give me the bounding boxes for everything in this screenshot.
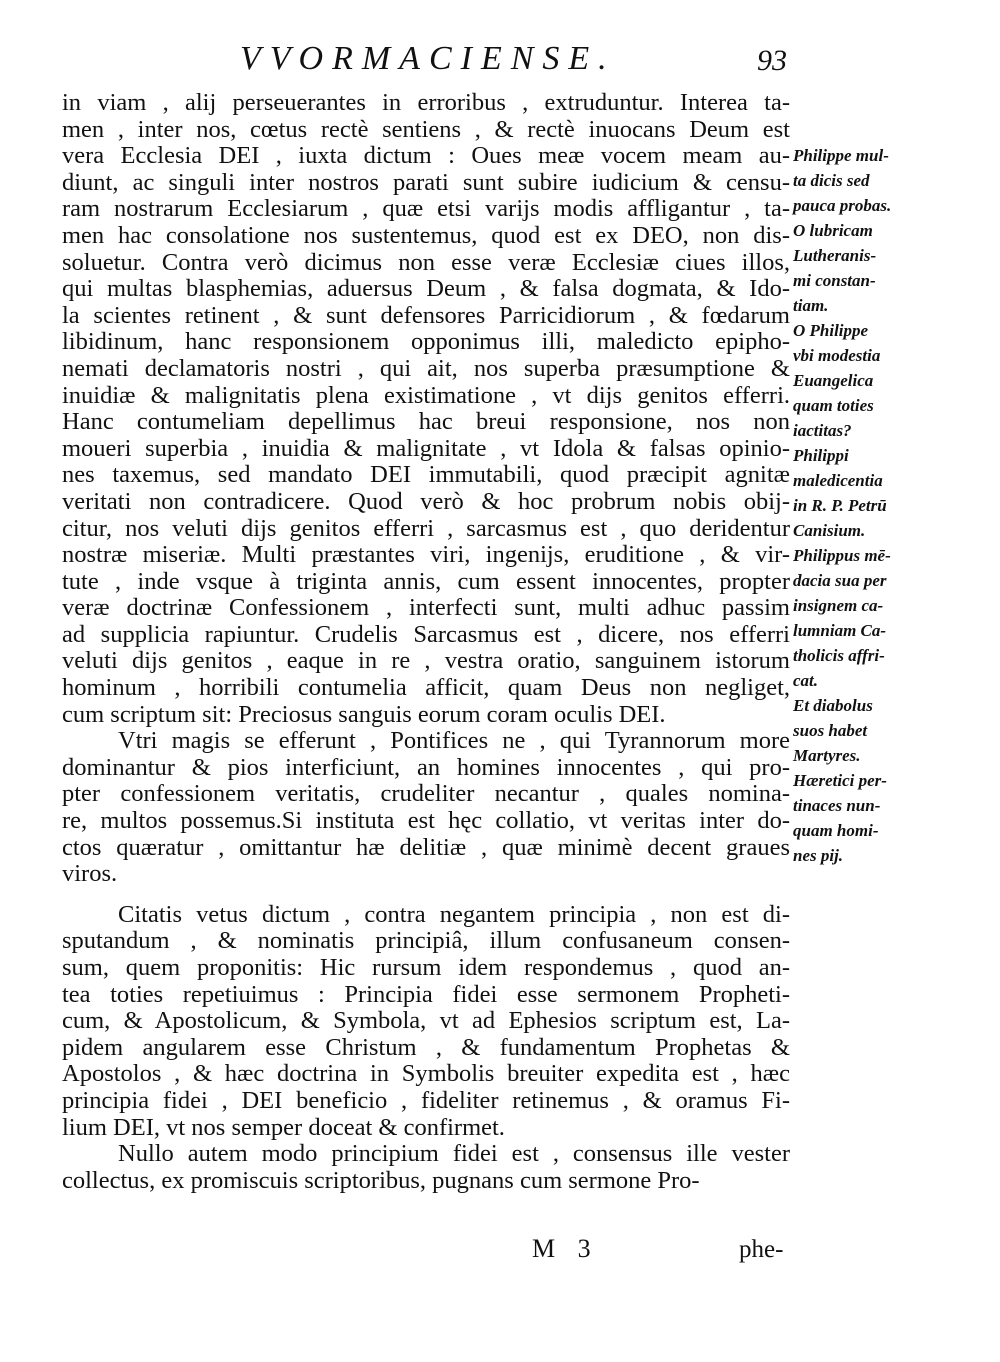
text-line: soluetur. Contra verò dicimus non esse veræ Ecclesiæ ciues illos, [62,249,790,276]
text-line: Nullo autem modo principium fidei est , consensus ille vester [118,1141,790,1168]
margin-note-line: iactitas? [793,421,852,440]
text-line: ad supplicia rapiuntur. Crudelis Sarcasmus est , dicere, nos efferri [62,621,790,648]
text-line: pidem angularem esse Christum , & fundamentum Prophetas & [62,1034,790,1061]
text-line: veræ doctrinæ Confessionem , interfecti sunt, multi adhuc passim [62,595,790,622]
margin-note-line: O lubricam [793,221,873,240]
text-line: inuidiæ & malignitatis plena existimatione , vt dijs genitos efferri. [62,382,790,409]
margin-note-line: Canisium. [793,521,866,540]
margin-note-line: insignem ca- [793,596,884,615]
margin-note [793,768,943,868]
text-line: nostræ miseriæ. Multi præstantes viri, ingenijs, eruditione , & vir- [62,542,790,569]
margin-note [793,443,943,543]
margin-note-line: maledicentia [793,471,883,490]
margin-note [793,693,943,768]
text-line: la scientes retinent , & sunt defensores Parricidiorum , & fœdarum [62,302,790,329]
text-line: moueri superbia , inuidia & malignitate , vt Idola & falsas opinio- [62,435,790,462]
running-title: VVORMACIENSE. [240,40,616,77]
signature-mark: M 3 [532,1234,599,1263]
margin-note [793,543,943,693]
text-line: pter confessionem veritatis, crudeliter necantur , quales nomina- [62,781,790,808]
text-line: ctos quæratur , omittantur hæ delitiæ , quæ minimè decent graues [62,834,790,861]
margin-note-line: O Philippe [793,321,869,340]
text-line: men hac consolatione nos sustentemus, quod est ex DEO, non dis- [62,222,790,249]
margin-note-line: Euangelica [793,371,874,390]
margin-note-line: nes pij. [793,846,844,865]
margin-note-line: Philippus mē- [793,546,891,565]
text-line: vera Ecclesia DEI , iuxta dictum : Oues meæ vocem meam au- [62,143,790,170]
margin-note-line: Philippi [793,446,849,465]
text-line: Citatis vetus dictum , contra negantem principia , non est di- [118,901,790,928]
text-line: dominantur & pios interficiunt, an homines innocentes , qui pro- [62,754,790,781]
text-line: Vtri magis se efferunt , Pontifices ne , qui Tyrannorum more [118,728,790,755]
text-line: citur, nos veluti dijs genitos efferri , sarcasmus est , quo deridentur [62,515,790,542]
margin-note-line: tiam. [793,296,829,315]
text-line: veluti dijs genitos , eaque in re , vestra oratio, sanguinem istorum [62,648,790,675]
text-line: libidinum, hanc responsionem opponimus illi, maledicto epipho- [62,329,790,356]
margin-note-line: cat. [793,671,819,690]
text-line: tute , inde vsque à triginta annis, cum essent innocentes, propter [62,568,790,595]
text-line: re, multos possemus.Si instituta est hęc collatio, vt veritas inter do- [62,808,790,835]
text-line: men , inter nos, cœtus rectè sentiens , & rectè inuocans Deum est [62,116,790,143]
margin-note-line: ta dicis sed [793,171,870,190]
text-line: principia fidei , DEI beneficio , fideliter retinemus , & oramus Fi- [62,1087,790,1114]
text-line: viros. [62,861,118,888]
main-text-block [62,90,790,1194]
text-line: qui multas blasphemias, aduersus Deum , & falsa dogmata, & Ido- [62,276,790,303]
text-line: ram nostrarum Ecclesiarum , quæ etsi varijs modis affligantur , ta- [62,196,790,223]
text-line: cum, & Apostolicum, & Symbola, vt ad Ephesios scriptum est, La- [62,1008,790,1035]
margin-note-line: quam homi- [793,821,879,840]
catchword: phe- [739,1236,784,1263]
text-line: Apostolos , & hæc doctrina in Symbolis breuiter expedita est , hæc [62,1061,790,1088]
text-line: Hanc contumeliam depellimus hac breui responsione, nos non [62,409,790,436]
text-line: nemati declamatoris nostri , qui ait, nos superba præsumptione & [62,355,790,382]
text-line: in viam , alij perseuerantes in erroribus , extruduntur. Interea ta- [62,90,790,116]
text-line: sputandum , & nominatis principiâ, illum confusaneum consen- [62,928,790,955]
text-line: hominum , horribili contumelia afficit, quam Deus non negliget, [62,675,790,702]
text-line: lium DEI, vt nos semper doceat & confirmet. [62,1114,505,1141]
margin-note [793,218,943,318]
margin-note-line: vbi modestia [793,346,881,365]
text-line: diunt, ac singuli inter nostros parati sunt subire iudicium & censu- [62,169,790,196]
margin-note-line: Lutheranis- [793,246,877,265]
margin-note-line: Hæretici per- [793,771,887,790]
margin-note-line: suos habet [793,721,868,740]
margin-note-line: mi constan- [793,271,876,290]
margin-note-line: lumniam Ca- [793,621,887,640]
text-line: tea toties repetiuimus : Principia fidei esse sermonem Propheti- [62,981,790,1008]
text-line: nes taxemus, sed mandato DEI immutabili, quod præcipit agnitæ [62,462,790,489]
text-line: sum, quem proponitis: Hic rursum idem respondemus , quod an- [62,955,790,981]
text-line: cum scriptum sit: Preciosus sanguis eorum coram oculis DEI. [62,701,666,728]
margin-note [793,318,943,443]
margin-note-line: dacia sua per [793,571,887,590]
text-line: collectus, ex promiscuis scriptoribus, pugnans cum sermone Pro- [62,1167,700,1194]
paragraph-gap [62,888,790,902]
marginal-notes [793,143,943,868]
margin-note-line: tholicis affri- [793,646,885,665]
margin-note-line: tinaces nun- [793,796,881,815]
margin-note [793,143,943,218]
margin-note-line: Martyres. [793,746,861,765]
margin-note-line: pauca probas. [793,196,892,215]
margin-note-line: in R. P. Petrū [793,496,887,515]
page-number: 93 [757,44,787,77]
text-line: veritati non contradicere. Quod verò & hoc probrum nobis obij- [62,488,790,515]
margin-note-line: quam toties [793,396,874,415]
margin-note-line: Philippe mul- [793,146,889,165]
margin-note-line: Et diabolus [793,696,873,715]
